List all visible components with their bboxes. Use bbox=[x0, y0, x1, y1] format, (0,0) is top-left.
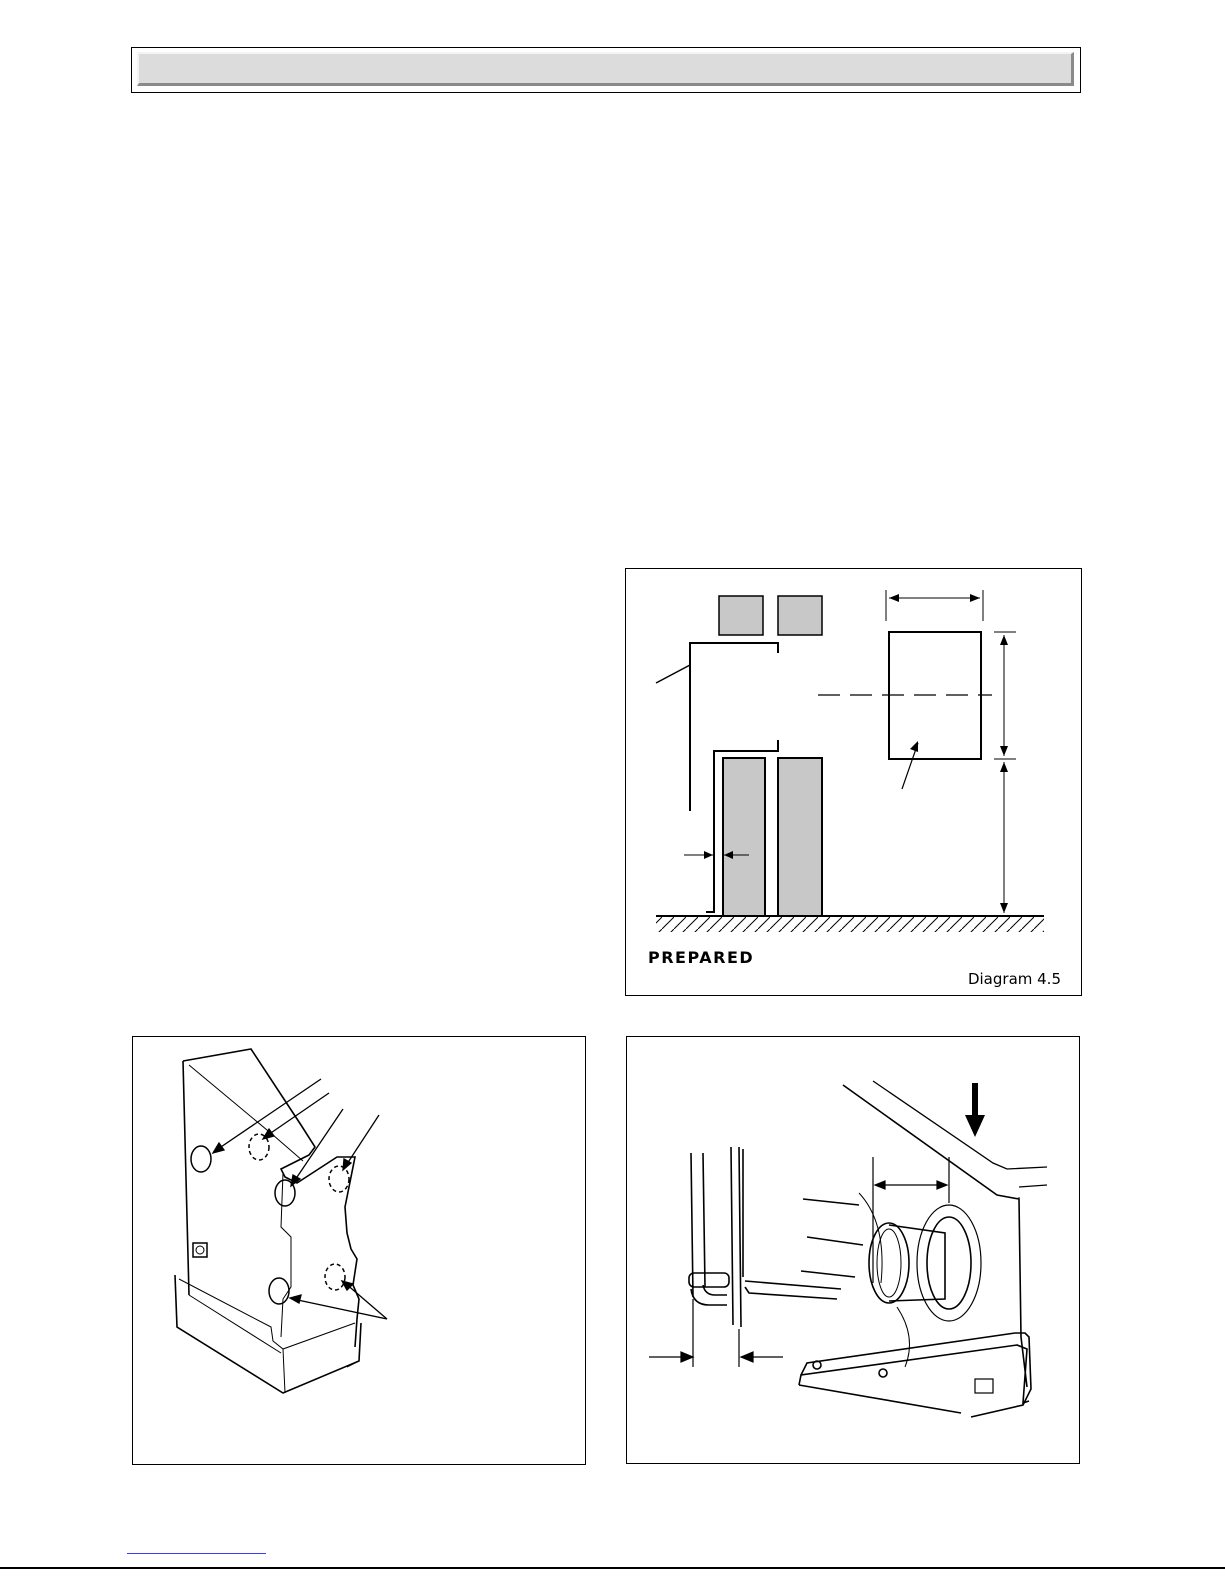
knockout-hole-1 bbox=[191, 1146, 211, 1172]
section-header-title bbox=[137, 52, 1074, 86]
pipe-connection-drawing bbox=[627, 1037, 1081, 1465]
union-nut-left bbox=[869, 1223, 909, 1303]
side-panel-drawing bbox=[133, 1037, 587, 1466]
leader-line-left bbox=[656, 665, 690, 683]
diagram-pipe-connection bbox=[626, 1036, 1080, 1464]
footer-rule bbox=[0, 1567, 1225, 1569]
diagram-side-panel-knockouts bbox=[132, 1036, 586, 1465]
panel-outline bbox=[183, 1049, 359, 1347]
lower-block-left bbox=[723, 758, 765, 916]
pipe-nut bbox=[689, 1273, 729, 1287]
prepared-label: PREPARED bbox=[648, 948, 755, 967]
section-header-bar bbox=[131, 47, 1081, 93]
knockout-hole-6 bbox=[325, 1264, 345, 1290]
channel-outline bbox=[175, 1275, 361, 1393]
footer-link-underline[interactable] bbox=[127, 1553, 266, 1554]
diagram-4-5-drawing bbox=[626, 569, 1083, 997]
floor-hatching bbox=[656, 916, 1044, 932]
knockout-hole-4 bbox=[329, 1166, 349, 1192]
casing-top-edge bbox=[843, 1085, 1027, 1387]
union-nut-right bbox=[927, 1217, 971, 1309]
panel-fitting bbox=[193, 1243, 207, 1257]
diagram-4-5 bbox=[625, 568, 1082, 996]
upper-block-right bbox=[778, 596, 822, 635]
lower-block-right bbox=[778, 758, 822, 916]
support-bracket bbox=[799, 1345, 1029, 1403]
upper-block-left bbox=[719, 596, 763, 635]
diagram-caption: Diagram 4.5 bbox=[967, 970, 1061, 988]
knockout-hole-5 bbox=[269, 1278, 289, 1304]
